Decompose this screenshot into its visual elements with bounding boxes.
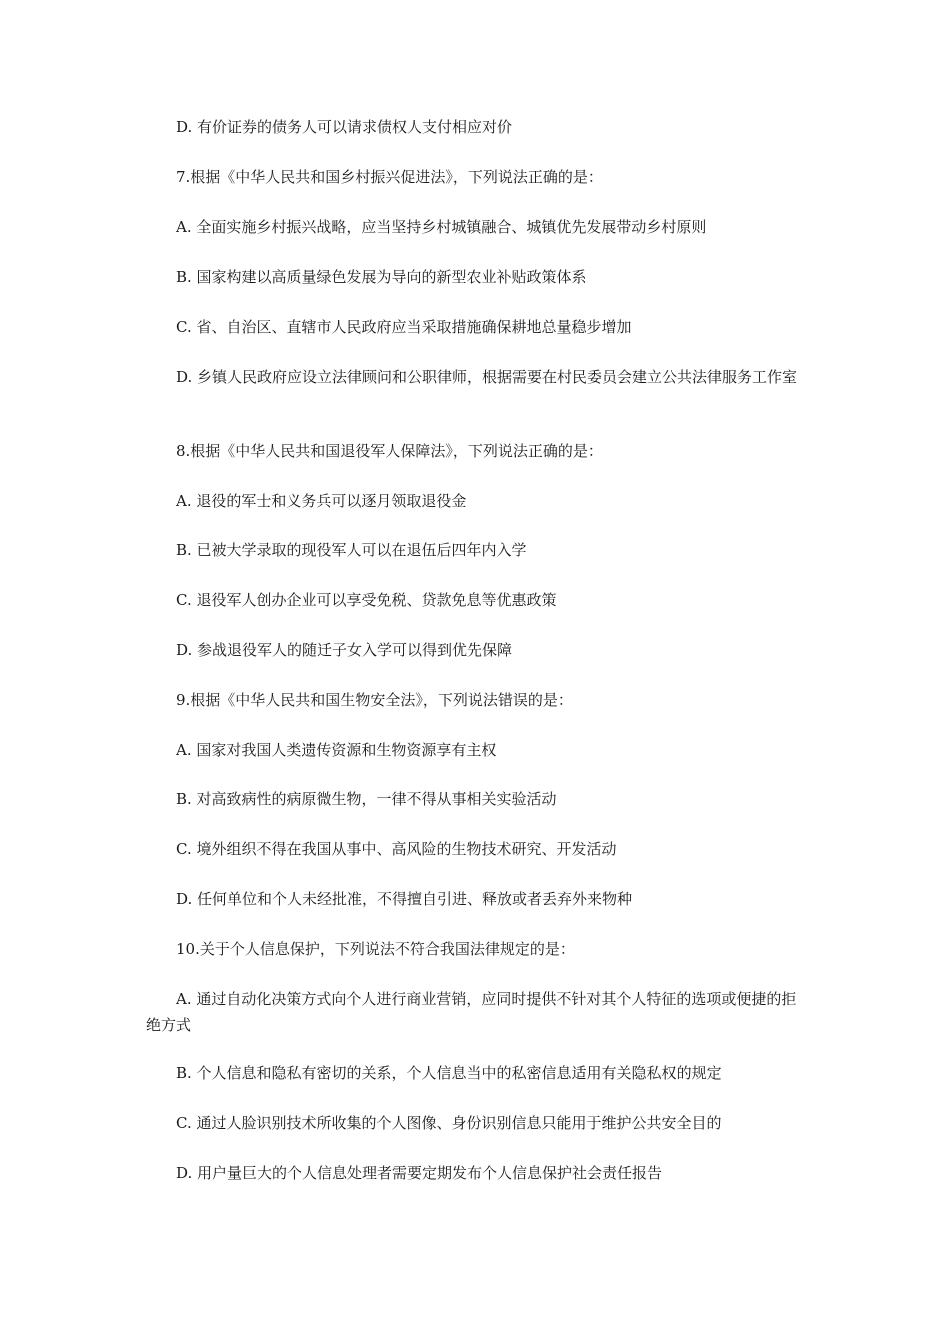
option-7a: A. 全面实施乡村振兴战略，应当坚持乡村城镇融合、城镇优先发展带动乡村原则 — [176, 218, 707, 236]
option-9d: D. 任何单位和个人未经批准，不得擅自引进、释放或者丢弃外来物种 — [176, 890, 633, 908]
option-6d: D. 有价证券的债务人可以请求债权人支付相应对价 — [176, 118, 513, 136]
option-7b: B. 国家构建以高质量绿色发展为导向的新型农业补贴政策体系 — [176, 268, 587, 286]
option-8a: A. 退役的军士和义务兵可以逐月领取退役金 — [176, 492, 467, 510]
option-8d: D. 参战退役军人的随迁子女入学可以得到优先保障 — [176, 641, 513, 659]
question-7: 7.根据《中华人民共和国乡村振兴促进法》，下列说法正确的是： — [176, 168, 603, 186]
option-8b: B. 已被大学录取的现役军人可以在退伍后四年内入学 — [176, 541, 527, 559]
option-8c: C. 退役军人创办企业可以享受免税、贷款免息等优惠政策 — [176, 591, 557, 609]
option-10b: B. 个人信息和隐私有密切的关系，个人信息当中的私密信息适用有关隐私权的规定 — [176, 1064, 722, 1082]
option-9c: C. 境外组织不得在我国从事中、高风险的生物技术研究、开发活动 — [176, 840, 617, 858]
option-9b: B. 对高致病性的病原微生物，一律不得从事相关实验活动 — [176, 790, 557, 808]
question-8: 8.根据《中华人民共和国退役军人保障法》，下列说法正确的是： — [176, 442, 603, 460]
option-9a: A. 国家对我国人类遗传资源和生物资源享有主权 — [176, 741, 497, 759]
option-10c: C. 通过人脸识别技术所收集的个人图像、身份识别信息只能用于维护公共安全目的 — [176, 1114, 722, 1132]
question-10: 10.关于个人信息保护，下列说法不符合我国法律规定的是： — [176, 940, 575, 958]
option-10a: A. 通过自动化决策方式向个人进行商业营销，应同时提供不针对其个人特征的选项或便捷的拒绝方式 — [146, 990, 797, 1034]
question-9: 9.根据《中华人民共和国生物安全法》，下列说法错误的是： — [176, 691, 573, 709]
option-7c: C. 省、自治区、直辖市人民政府应当采取措施确保耕地总量稳步增加 — [176, 318, 632, 336]
option-10d: D. 用户量巨大的个人信息处理者需要定期发布个人信息保护社会责任报告 — [176, 1164, 663, 1182]
option-7d: D. 乡镇人民政府应设立法律顾问和公职律师，根据需要在村民委员会建立公共法律服务工作室 — [176, 368, 798, 386]
